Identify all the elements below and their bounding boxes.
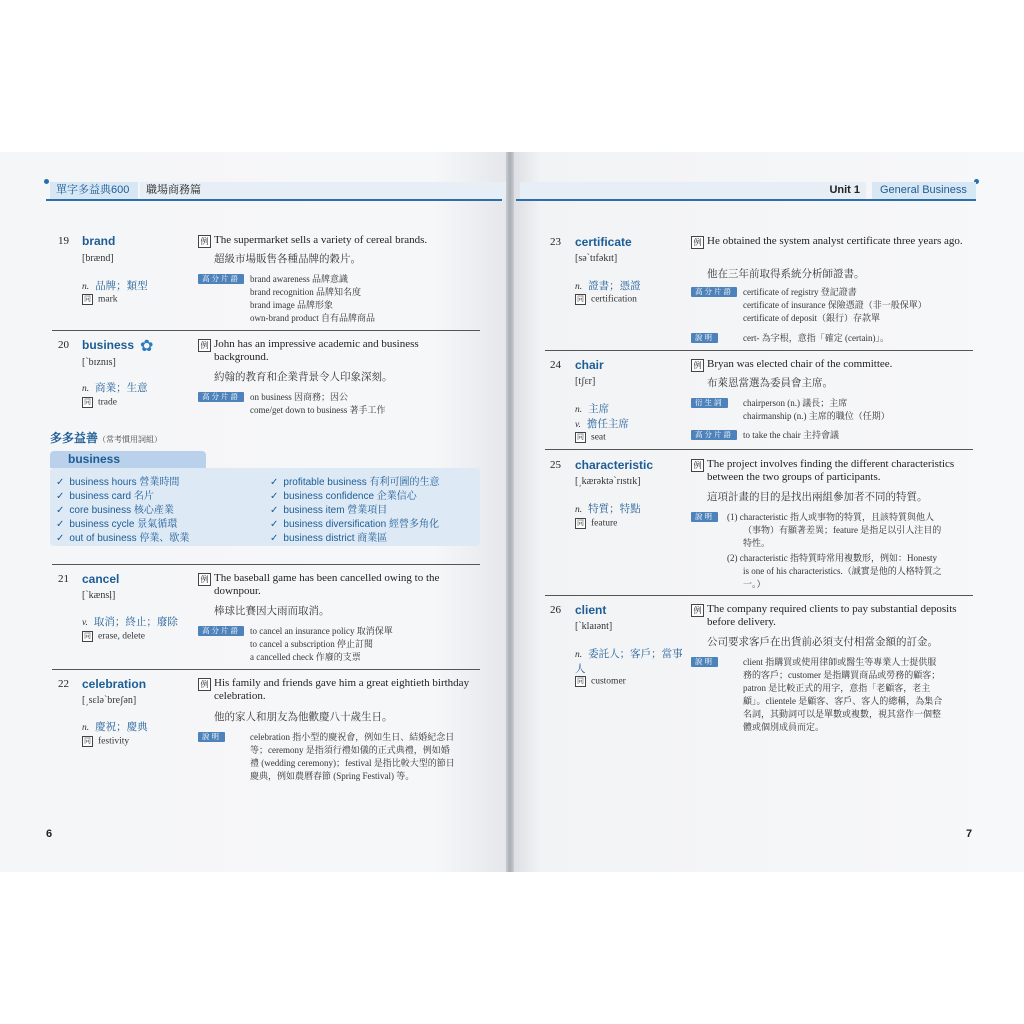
note-line: 務的客戶；customer 是指購買商品或勞務的顧客； <box>743 670 941 680</box>
entry-number: 21 <box>58 573 69 585</box>
pos: v. <box>575 420 581 430</box>
note-line: on business 因商務；因公 <box>250 392 349 402</box>
note-line: 名詞，其動詞可以是單數或複數，視其當作一個整 <box>743 709 942 719</box>
dd-item: ✓ business cycle 景氣循環 <box>56 515 177 530</box>
note-line: brand awareness 品牌意識 <box>250 274 348 284</box>
header-unit: Unit 1 <box>520 182 866 199</box>
note-tag: 說明 <box>691 657 718 667</box>
note-line: 等；ceremony 是指須行禮如儀的正式典禮，例如婚 <box>250 745 450 755</box>
note-line: (2) characteristic 指特質時常用複數形，例如：Honesty <box>727 553 937 563</box>
pos: n. <box>575 650 583 660</box>
example-english: The company required clients to pay substantial deposits before delivery. <box>707 603 957 628</box>
pos: n. <box>82 384 90 394</box>
entry-synonym <box>575 294 637 305</box>
entry-word: business <box>82 338 135 352</box>
entry-meaning <box>82 380 148 395</box>
example-icon: 例 <box>691 604 704 617</box>
dd-item: ✓ core business 核心產業 <box>56 501 174 516</box>
pos: n. <box>82 723 90 733</box>
entry-word: characteristic <box>575 458 654 472</box>
pos: n. <box>82 282 90 292</box>
entry-divider <box>52 564 480 565</box>
note-line: to take the chair 主持會議 <box>743 430 839 440</box>
entry-synonym <box>82 736 129 747</box>
entry-divider <box>52 330 480 331</box>
header-section-left: 職場商務篇 <box>140 182 506 199</box>
phrase-tag: 高分片語 <box>691 287 737 297</box>
example-chinese: 他在三年前取得系統分析師證書。 <box>707 269 865 280</box>
dd-item: ✓ business item 營業項目 <box>270 501 387 516</box>
phrase-tag: 高分片語 <box>198 274 244 284</box>
note-line: come/get down to business 著手工作 <box>250 405 386 415</box>
note-line: 體或個別成員而定。 <box>743 722 825 732</box>
note-line: is one of his characteristics.（誠實是他的人格特質之 <box>743 566 942 576</box>
synonym-icon: 同 <box>577 519 584 527</box>
synonym-icon: 同 <box>577 295 584 303</box>
meaning-text: 擔任主席 <box>586 419 629 430</box>
meaning-text: 品牌；類型 <box>95 281 148 292</box>
entry-word: cancel <box>82 572 120 586</box>
entry-number: 23 <box>550 236 561 248</box>
example-english: The supermarket sells a variety of cereal brands. <box>214 234 428 246</box>
meaning-text: 特質；特點 <box>588 504 641 515</box>
entry-divider <box>545 449 973 450</box>
synonym-icon: 同 <box>577 433 584 441</box>
meaning-text: 取消；終止；廢除 <box>93 617 178 628</box>
meaning-text: 證書；憑證 <box>588 281 641 292</box>
dd-title-text: 多多益善 <box>50 431 99 445</box>
dd-item: ✓ business district 商業區 <box>270 529 387 544</box>
example-chinese: 他的家人和朋友為他歡慶八十歲生日。 <box>214 712 393 723</box>
entry-divider <box>545 595 973 596</box>
entry-phonetic: [͵sɛləˋbreʃən] <box>82 695 137 706</box>
entry-phonetic: [ˋklaɪənt] <box>575 621 613 632</box>
synonym-text: festivity <box>98 736 130 747</box>
note-line: cert- 為字根，意指「確定 (certain)」。 <box>743 333 889 343</box>
example-english: The baseball game has been cancelled owing to the downpour. <box>214 572 440 597</box>
entry-meaning <box>82 278 148 293</box>
note-line: certificate of insurance 保險憑證（非一般保單） <box>743 300 927 310</box>
entry-word: brand <box>82 234 116 248</box>
header-series: 單字多益典600 <box>50 182 138 199</box>
entry-phonetic: [brænd] <box>82 253 114 264</box>
example-icon: 例 <box>198 573 211 586</box>
note-line: client 指購買或使用律師或醫生等專業人士提供服 <box>743 657 937 667</box>
entry-synonym <box>575 432 606 443</box>
synonym-icon: 同 <box>84 632 91 640</box>
example-icon: 例 <box>691 359 704 372</box>
entry-number: 22 <box>58 678 69 690</box>
example-english: Bryan was elected chair of the committee. <box>707 358 893 370</box>
entry-divider <box>52 669 480 670</box>
entry-phonetic: [ˋbɪznɪs] <box>82 357 116 368</box>
example-english: The project involves finding the different characteristics between the two groups of participants. <box>707 458 955 483</box>
dd-subtitle: （常考慣用詞組） <box>98 435 163 444</box>
note-line: 一。） <box>743 579 766 589</box>
example-chinese: 這項計畫的目的是找出兩組參加者不同的特質。 <box>707 492 928 503</box>
dd-item: ✓ business hours 營業時間 <box>56 473 179 488</box>
note-line: （事物）有顯著差異；feature 是指足以引人注目的 <box>743 525 942 535</box>
note-line: 禮 (wedding ceremony)；festival 是指比較大型的節日 <box>250 758 455 768</box>
phrase-tag: 高分片語 <box>198 392 244 402</box>
entry-phonetic: [tʃɛr] <box>575 376 596 387</box>
meaning-text: 主席 <box>588 404 610 415</box>
entry-meaning-2 <box>575 416 629 431</box>
book-spread <box>0 152 1024 872</box>
example-chinese: 布萊恩當選為委員會主席。 <box>707 378 833 389</box>
page-number-right: 7 <box>966 828 973 840</box>
dd-item: ✓ profitable business 有利可圖的生意 <box>270 473 440 488</box>
example-english: John has an impressive academic and business background. <box>214 338 419 363</box>
dd-head: business <box>50 451 206 468</box>
note-line: a cancelled check 作廢的支票 <box>250 652 361 662</box>
note-line: to cancel an insurance policy 取消保單 <box>250 626 393 636</box>
entry-synonym <box>575 518 617 529</box>
example-english: He obtained the system analyst certificate three years ago. <box>707 235 963 247</box>
synonym-icon: 同 <box>84 737 91 745</box>
example-chinese: 公司要求客戶在出貨前必須支付相當金額的訂金。 <box>707 637 938 648</box>
pos: n. <box>575 505 583 515</box>
entry-word: celebration <box>82 677 147 691</box>
entry-synonym <box>82 397 117 408</box>
example-chinese: 超級市場販售各種品牌的穀片。 <box>214 254 361 265</box>
note-line: celebration 指小型的慶祝會，例如生日、結婚紀念日 <box>250 732 455 742</box>
page-number-left: 6 <box>46 828 53 840</box>
note-tag: 說明 <box>198 732 225 742</box>
note-line: certificate of deposit（銀行）存款單 <box>743 313 880 323</box>
entry-meaning <box>575 501 641 516</box>
entry-word: chair <box>575 358 604 372</box>
dd-item: ✓ out of business 停業、歇業 <box>56 529 189 544</box>
book-gutter <box>506 152 514 872</box>
example-icon: 例 <box>691 236 704 249</box>
fish-icon: ✿ <box>140 338 154 355</box>
meaning-text: 委託人；客戶；當事人 <box>575 649 683 675</box>
header-dot <box>44 179 49 184</box>
entry-meaning <box>575 401 609 416</box>
synonym-text: seat <box>591 432 606 443</box>
note-line: 慶典，例如農曆春節 (Spring Festival) 等。 <box>250 771 415 781</box>
pos: n. <box>575 405 583 415</box>
meaning-text: 慶祝；慶典 <box>95 722 148 733</box>
entry-number: 20 <box>58 339 69 351</box>
example-chinese: 約翰的教育和企業背景令人印象深刻。 <box>214 372 393 383</box>
synonym-icon: 同 <box>84 398 91 406</box>
note-line: brand recognition 品牌知名度 <box>250 287 361 297</box>
synonym-text: mark <box>98 294 118 305</box>
synonym-text: certification <box>591 294 637 305</box>
example-icon: 例 <box>198 678 211 691</box>
entry-phonetic: [ˋkænsḷ] <box>82 590 116 601</box>
dd-item: ✓ business card 名片 <box>56 487 154 502</box>
header-rule-right <box>516 199 976 201</box>
synonym-text: trade <box>98 397 117 408</box>
dd-title <box>50 429 162 446</box>
note-line: to cancel a subscription 停止訂閱 <box>250 639 373 649</box>
note-line: patron 是比較正式的用字，意指「老顧客，老主 <box>743 683 931 693</box>
entry-meaning <box>575 646 685 676</box>
header-rule-left <box>46 199 502 201</box>
entry-synonym <box>82 294 118 305</box>
derivative-tag: 衍生詞 <box>691 398 728 408</box>
entry-word: certificate <box>575 235 632 249</box>
note-line: brand image 品牌形象 <box>250 300 333 310</box>
synonym-icon: 同 <box>84 295 91 303</box>
entry-number: 26 <box>550 604 561 616</box>
note-line: certificate of registry 登記證書 <box>743 287 857 297</box>
entry-meaning <box>575 278 641 293</box>
note-tag: 說明 <box>691 512 718 522</box>
pos: v. <box>82 618 88 628</box>
example-icon: 例 <box>691 459 704 472</box>
entry-phonetic: [səˋtɪfəkɪt] <box>575 253 618 264</box>
synonym-icon: 同 <box>577 677 584 685</box>
note-line: (1) characteristic 指人或事物的特質，且該特質與他人 <box>727 512 934 522</box>
note-line: own-brand product 自有品牌商品 <box>250 313 375 323</box>
synonym-text: feature <box>591 518 618 529</box>
entry-number: 25 <box>550 459 561 471</box>
entry-number: 24 <box>550 359 561 371</box>
entry-number: 19 <box>58 235 69 247</box>
header-section-right: General Business <box>872 182 976 199</box>
meaning-text: 商業；生意 <box>95 383 148 394</box>
synonym-text: erase, delete <box>98 631 145 642</box>
entry-divider <box>545 350 973 351</box>
dd-item: ✓ business confidence 企業信心 <box>270 487 417 502</box>
example-english: His family and friends gave him a great eightieth birthday celebration. <box>214 677 470 702</box>
entry-synonym <box>575 676 626 687</box>
note-line: chairmanship (n.) 主席的職位（任期） <box>743 411 890 421</box>
entry-synonym <box>82 631 145 642</box>
entry-meaning <box>82 614 178 629</box>
entry-phonetic: [͵kærəktəˋrɪstɪk] <box>575 476 641 487</box>
entry-word: client <box>575 603 607 617</box>
example-chinese: 棒球比賽因大雨而取消。 <box>214 606 330 617</box>
note-line: 特性。 <box>743 538 771 548</box>
note-tag: 說明 <box>691 333 718 343</box>
entry-meaning <box>82 719 148 734</box>
synonym-text: customer <box>591 676 626 687</box>
phrase-tag: 高分片語 <box>198 626 244 636</box>
phrase-tag: 高分片語 <box>691 430 737 440</box>
note-line: 顧」。clientele 是顧客、客戶、客人的總稱，為集合 <box>743 696 943 706</box>
example-icon: 例 <box>198 235 211 248</box>
example-icon: 例 <box>198 339 211 352</box>
note-line: chairperson (n.) 議長；主席 <box>743 398 848 408</box>
dd-item: ✓ business diversification 經營多角化 <box>270 515 439 530</box>
pos: n. <box>575 282 583 292</box>
